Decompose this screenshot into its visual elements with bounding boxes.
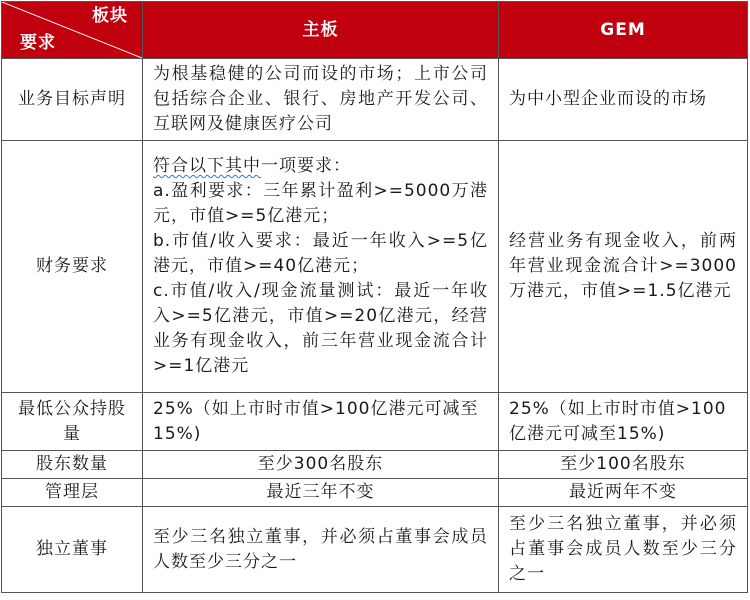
table-row <box>2 59 748 141</box>
main-board-cell: 为根基稳健的公司而设的市场；上市公司包括综合企业、银行、房地产开发公司、互联网及健康医疗公司 <box>143 59 499 141</box>
listing-requirements-table <box>1 1 748 593</box>
gem-cell: 至少100名股东 <box>499 451 748 479</box>
row-label: 独立董事 <box>2 507 143 593</box>
gem-cell: 至少三名独立董事，并必须占董事会成员人数至少三分之一 <box>499 507 748 593</box>
header-row <box>2 2 748 59</box>
row-label: 管理层 <box>2 479 143 507</box>
corner-bottom-label: 要求 <box>20 33 56 53</box>
financial-intro: 符合以下其中一项要求： <box>153 156 351 176</box>
financial-option-a: a.盈利要求：三年累计盈利>=5000万港元，市值>=5亿港元； <box>153 181 488 226</box>
main-board-header: 主板 <box>143 2 499 59</box>
row-label: 财务要求 <box>2 141 143 393</box>
row-label: 最低公众持股量 <box>2 393 143 451</box>
row-label: 业务目标声明 <box>2 59 143 141</box>
main-board-cell: 25%（如上市时市值>100亿港元可减至15%) <box>143 393 499 451</box>
main-board-cell: 至少300名股东 <box>143 451 499 479</box>
financial-option-b: b.市值/收入要求：最近一年收入>=5亿港元，市值>=40亿港元； <box>153 231 488 276</box>
gem-cell: 25%（如上市时市值>100亿港元可减至15%) <box>499 393 748 451</box>
gem-cell: 经营业务有现金收入，前两年营业现金流合计>=3000万港元，市值>=1.5亿港元 <box>499 141 748 393</box>
corner-header-cell <box>2 2 143 59</box>
financial-option-c: c.市值/收入/现金流量测试：最近一年收入>=5亿港元，市值>=20亿港元，经营业务有现金收入，前三年营业现金流合计>=1亿港元 <box>153 281 488 376</box>
main-board-cell: 最近三年不变 <box>143 479 499 507</box>
row-label: 股东数量 <box>2 451 143 479</box>
main-board-cell <box>143 141 499 393</box>
gem-cell: 最近两年不变 <box>499 479 748 507</box>
table-row <box>2 479 748 507</box>
gem-header: GEM <box>499 2 748 59</box>
table-row <box>2 141 748 393</box>
table-row <box>2 451 748 479</box>
table-row <box>2 507 748 593</box>
main-board-cell: 至少三名独立董事，并必须占董事会成员人数至少三分之一 <box>143 507 499 593</box>
table-row <box>2 393 748 451</box>
spellcheck-underlined-text: 符合以下其中 <box>153 156 261 176</box>
gem-cell: 为中小型企业而设的市场 <box>499 59 748 141</box>
corner-top-label: 板块 <box>92 6 128 26</box>
